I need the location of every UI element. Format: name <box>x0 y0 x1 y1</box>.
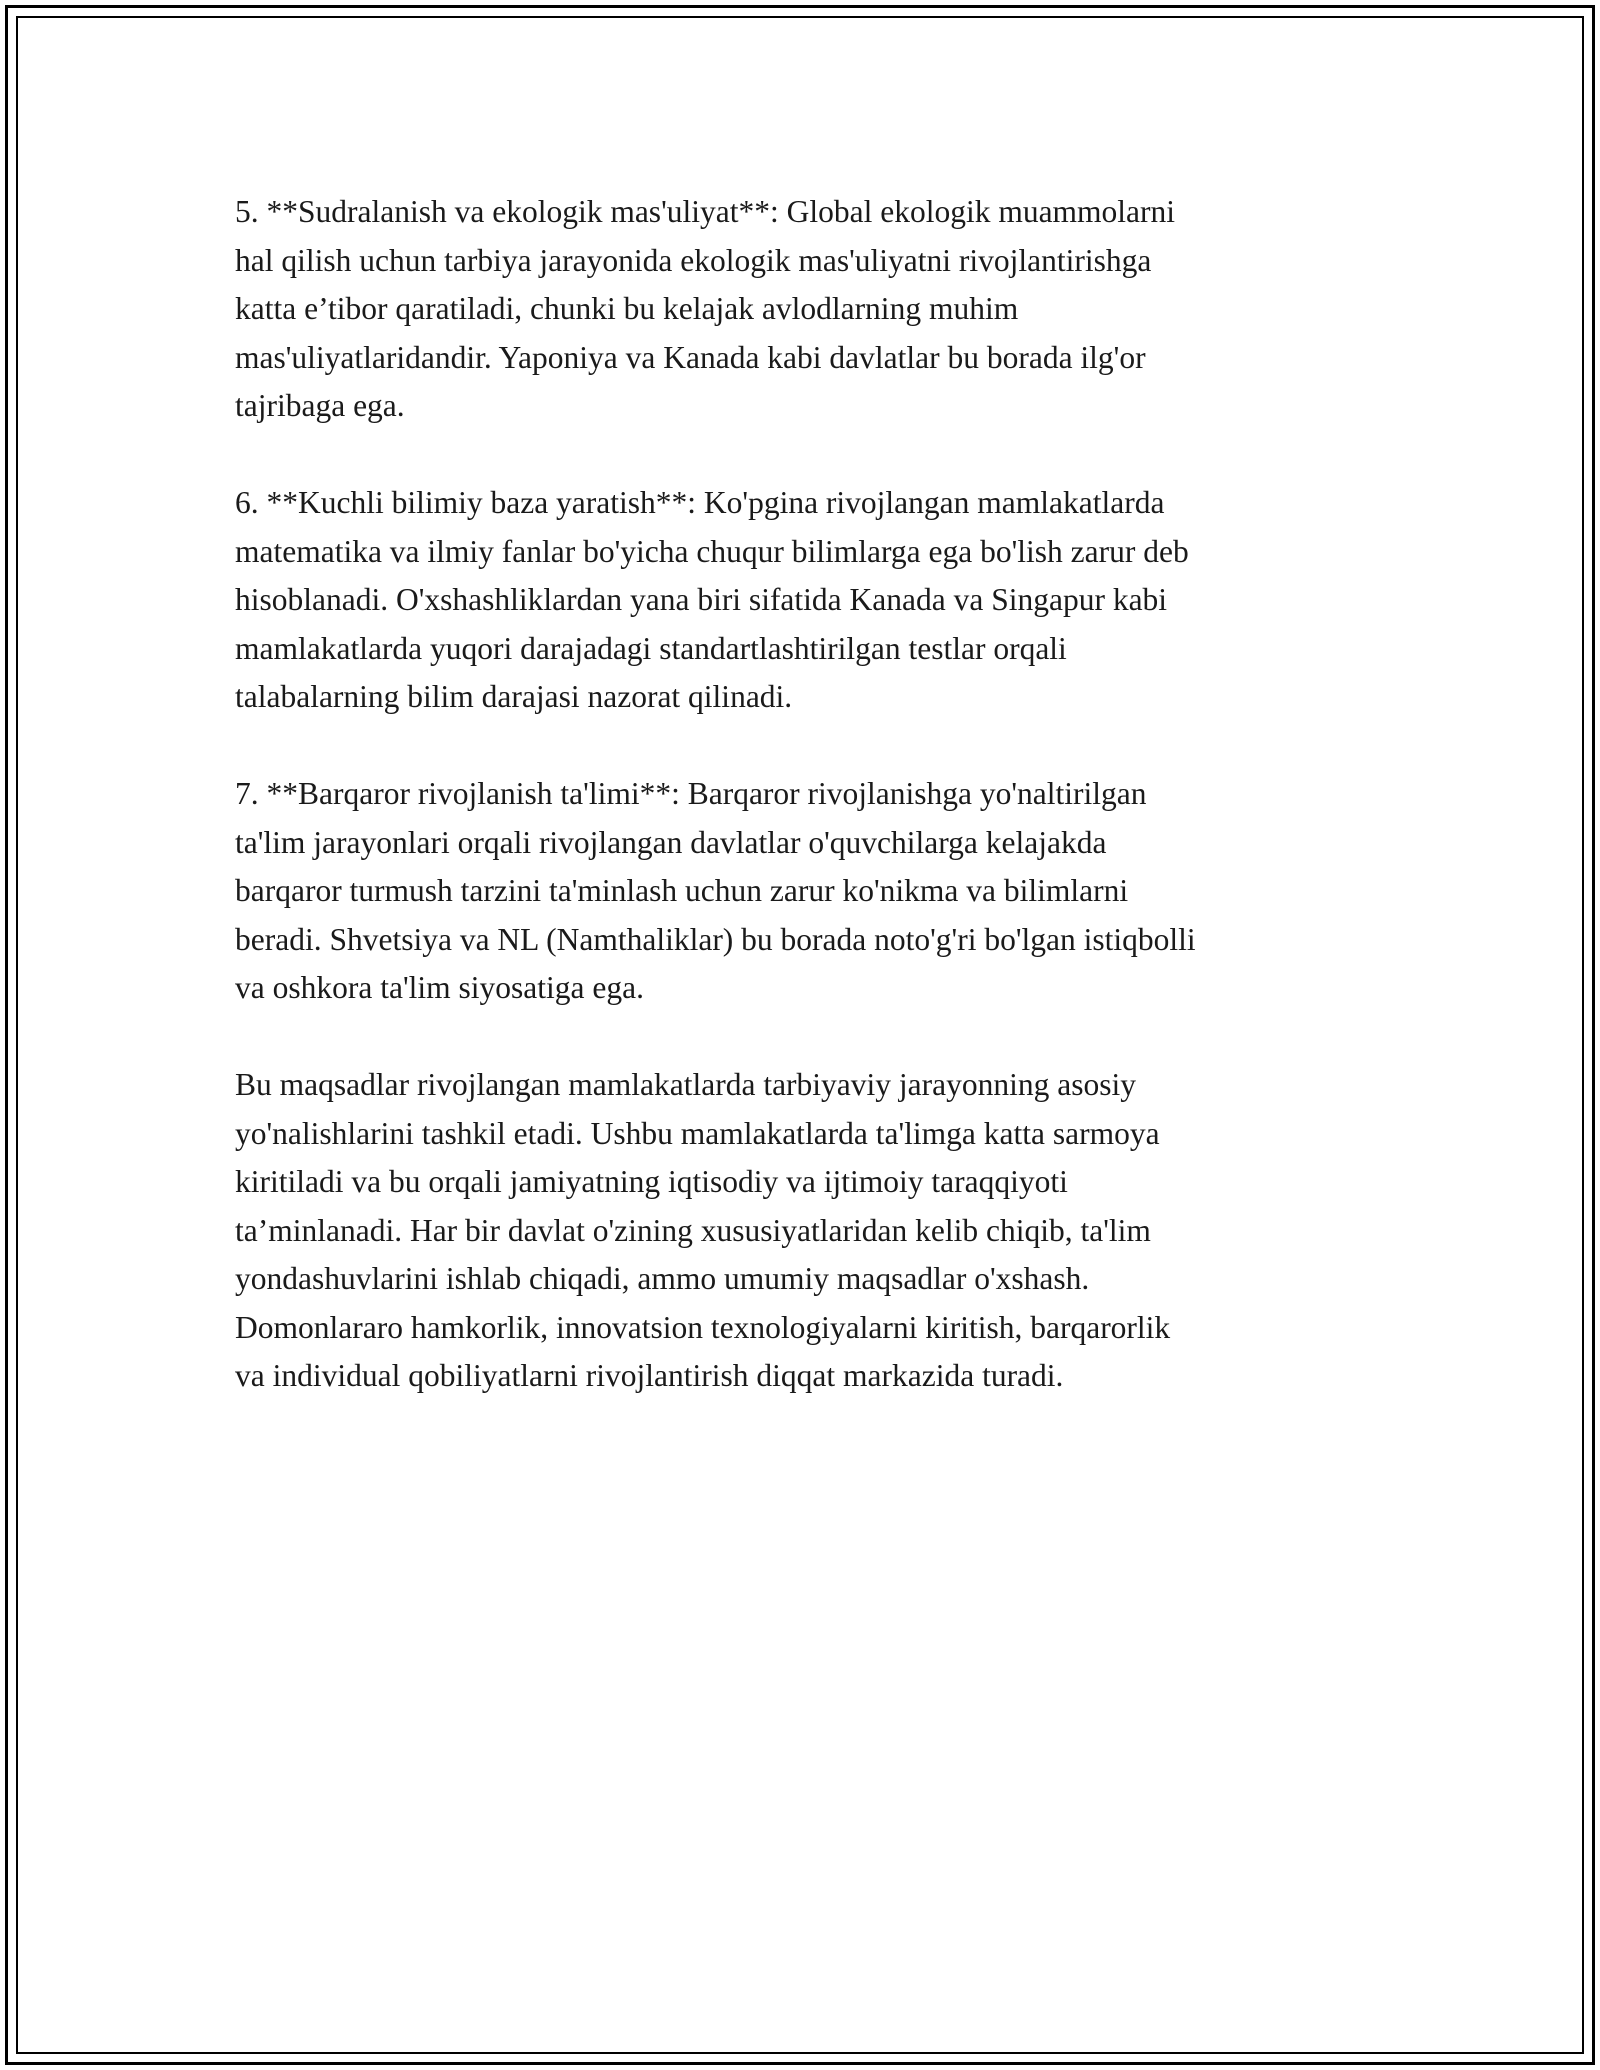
paragraph-item-6: 6. **Kuchli bilimiy baza yaratish**: Ko'pgina rivojlangan mamlakatlarda matematika va ilmiy fanlar bo'yicha chuqur bilimlarga ega bo'lish zarur deb hisoblanadi. O'xshashliklardan yana biri sifatida Kanada va Singapur kabi mamlakatlarda yuqori darajadagi standartlashtirilgan testlar orqali talabalarning bilim darajasi nazorat qilinadi. <box>235 485 1189 714</box>
paragraph-item-7: 7. **Barqaror rivojlanish ta'limi**: Barqaror rivojlanishga yo'naltirilgan ta'lim jarayonlari orqali rivojlangan davlatlar o'quvchilarga kelajakda barqaror turmush tarzini ta'minlash uchun zarur ko'nikma va bilimlarni beradi. Shvetsiya va NL (Namthaliklar) bu borada noto'g'ri bo'lgan istiqbolli va oshkora ta'lim siyosatiga ega. <box>235 776 1196 1005</box>
document-body <box>235 188 1375 1449</box>
paragraph-item-5: 5. **Sudralanish va ekologik mas'uliyat**: Global ekologik muammolarni hal qilish uchun tarbiya jarayonida ekologik mas'uliyatni rivojlantirishga katta e’tibor qaratiladi, chunki bu kelajak avlodlarning muhim mas'uliyatlaridandir. Yaponiya va Kanada kabi davlatlar bu borada ilg'or tajribaga ega. <box>235 194 1176 423</box>
paragraph-conclusion: Bu maqsadlar rivojlangan mamlakatlarda tarbiyaviy jarayonning asosiy yo'nalishlarini tashkil etadi. Ushbu mamlakatlarda ta'limga katta sarmoya kiritiladi va bu orqali jamiyatning iqtisodiy va ijtimoiy taraqqiyoti ta’minlanadi. Har bir davlat o'zining xususiyatlaridan kelib chiqib, ta'lim yondashuvlarini ishlab chiqadi, ammo umumiy maqsadlar o'xshash. Domonlararo hamkorlik, innovatsion texnologiyalarni kiritish, barqarorlik va individual qobiliyatlarni rivojlantirish diqqat markazida turadi. <box>235 1067 1171 1393</box>
